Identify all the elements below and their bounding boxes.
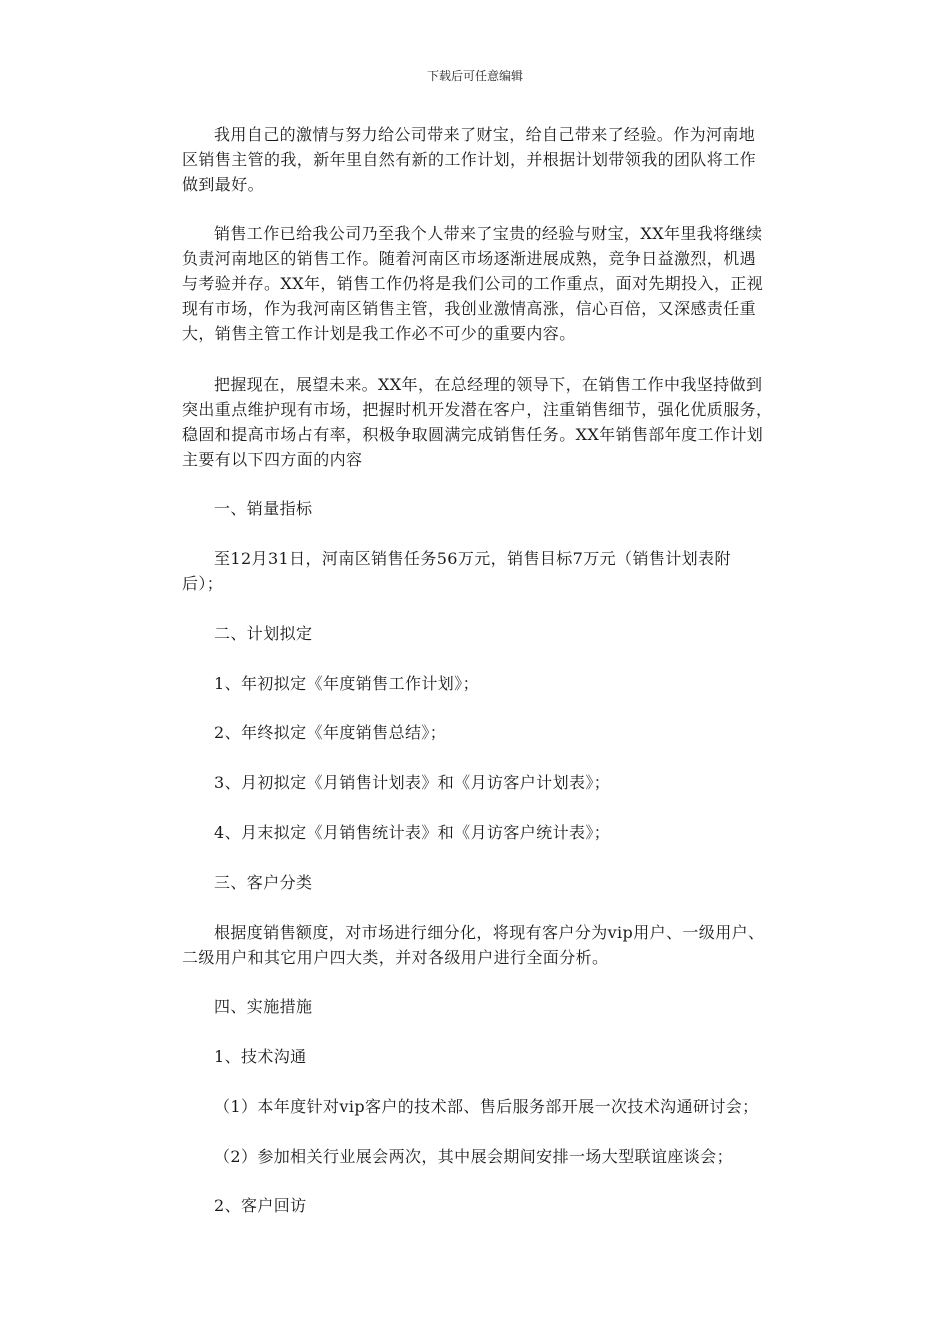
paragraph-sales-line: 销售工作已给我公司乃至我个人带来了宝贵的经验与财宝，XX年里我将继续 [214, 224, 763, 243]
paragraph-intro-line: 区销售主管的我，新年里自然有新的工作计划，并根据计划带领我的团队将工作 [182, 150, 757, 169]
paragraph-intro-line: 做到最好。 [182, 175, 265, 194]
paragraph-sales-line: 负责河南地区的销售工作。随着河南区市场逐渐进展成熟，竞争日益激烈，机遇 [182, 249, 757, 268]
subsection-heading: 2、客户回访 [214, 1196, 307, 1215]
paragraph-customer-line: 根据度销售额度，对市场进行细分化，将现有客户分为vip用户、一级用户、 [214, 923, 765, 942]
paragraph-outlook-line: 突出重点维护现有市场，把握时机开发潜在客户，注重销售细节，强化优质服务， [182, 400, 773, 419]
section-heading: 四、实施措施 [214, 997, 313, 1016]
section-heading: 二、计划拟定 [214, 624, 313, 643]
page-header: 下载后可任意编辑 [426, 69, 523, 83]
paragraph-sales-line: 与考验并存。XX年，销售工作仍将是我们公司的工作重点，面对先期投入，正视 [182, 274, 764, 293]
paragraph-outlook-line: 把握现在，展望未来。XX年，在总经理的领导下，在销售工作中我坚持做到 [214, 375, 763, 394]
paragraph-target-line: 后）； [182, 574, 224, 593]
section-heading: 三、客户分类 [214, 873, 313, 892]
list-item: 4、月末拟定《月销售统计表》和《月访客户统计表》； [214, 823, 611, 842]
list-item: 1、年初拟定《年度销售工作计划》； [214, 674, 479, 693]
list-item: （1）本年度针对vip客户的技术部、售后服务部开展一次技术沟通研讨会； [214, 1097, 759, 1116]
list-item: 2、年终拟定《年度销售总结》； [214, 723, 447, 742]
paragraph-target-line: 至12月31日，河南区销售任务56万元，销售目标7万元（销售计划表附 [214, 549, 731, 568]
paragraph-customer-line: 二级用户和其它用户四大类，并对各级用户进行全面分析。 [182, 948, 609, 967]
paragraph-intro-line: 我用自己的激情与努力给公司带来了财宝，给自己带来了经验。作为河南地 [214, 125, 756, 144]
subsection-heading: 1、技术沟通 [214, 1047, 307, 1066]
section-heading: 一、销量指标 [214, 499, 313, 518]
paragraph-sales-line: 大，销售主管工作计划是我工作必不可少的重要内容。 [182, 324, 576, 343]
list-item: （2）参加相关行业展会两次，其中展会期间安排一场大型联谊座谈会； [214, 1147, 733, 1166]
paragraph-outlook-line: 稳固和提高市场占有率，积极争取圆满完成销售任务。XX年销售部年度工作计划 [182, 425, 764, 444]
list-item: 3、月初拟定《月销售计划表》和《月访客户计划表》； [214, 773, 611, 792]
paragraph-outlook-line: 主要有以下四方面的内容 [182, 450, 363, 469]
paragraph-sales-line: 现有市场，作为我河南区销售主管，我创业激情高涨，信心百倍，又深感责任重 [182, 299, 757, 318]
